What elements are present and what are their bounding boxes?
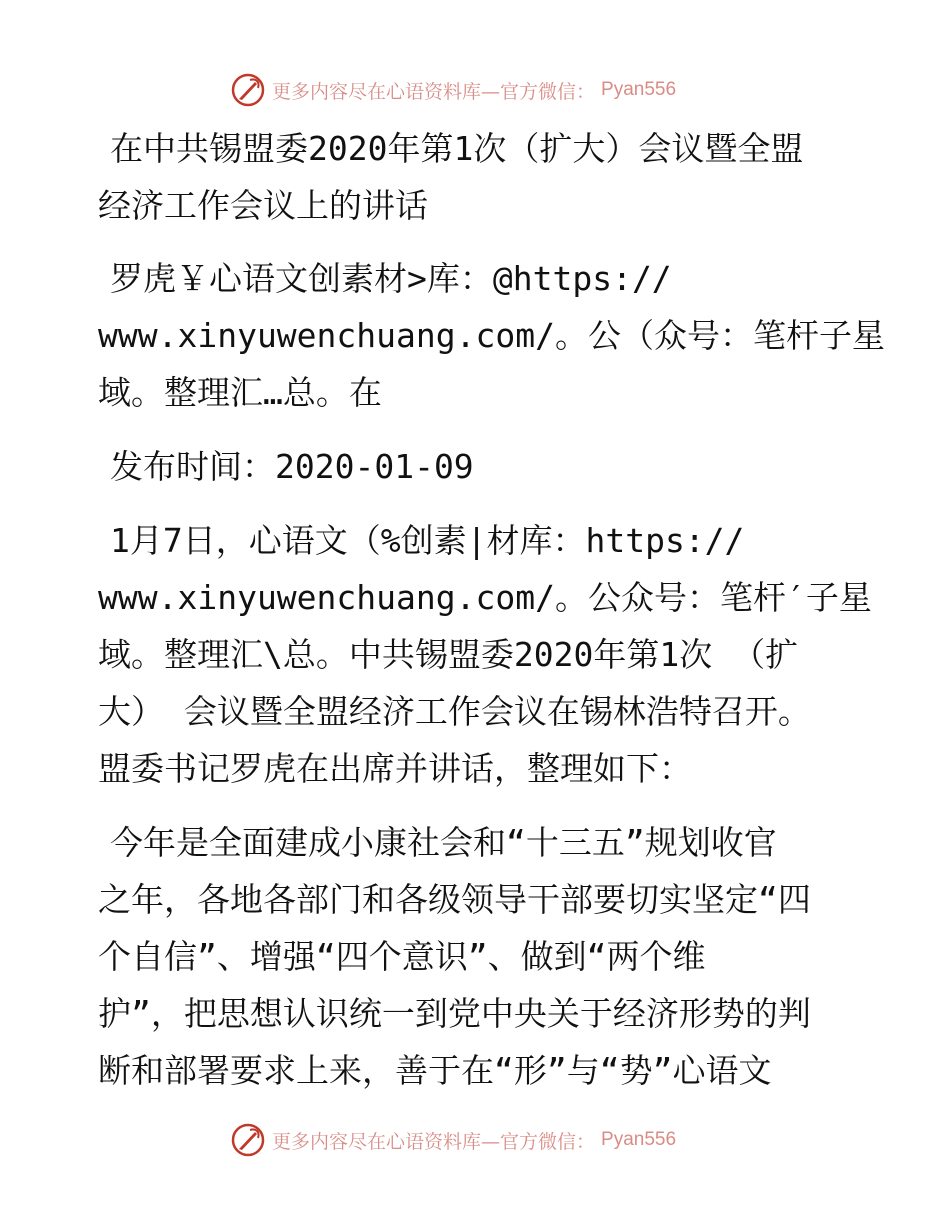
body-paragraph	[98, 814, 858, 1099]
body-line-4: 护”，把思想认识统一到党中央关于经济形势的判	[98, 994, 811, 1033]
source-line-2: www.xinyuwenchuang.com/。公（众号：笔杆子星	[98, 316, 885, 355]
intro-line-2: www.xinyuwenchuang.com/。公众号：笔杆′子星	[98, 578, 872, 617]
source-line-3: 域。整理汇…总。在	[98, 373, 382, 412]
body-line-3: 个自信”、增强“四个意识”、做到“两个维	[98, 937, 706, 976]
source-line-1: 罗虎￥心语文创素材>库：@https://	[110, 259, 672, 298]
title-line-1: 在中共锡盟委2020年第1次（扩大）会议暨全盟	[110, 129, 804, 168]
source-paragraph	[98, 250, 885, 421]
watermark-wechat-id: Pyan556	[601, 1129, 677, 1150]
watermark-text: 更多内容尽在心语资料库—官方微信：	[272, 1130, 596, 1153]
document-title	[98, 120, 858, 234]
intro-line-4: 大） 会议暨全盟经济工作会议在锡林浩特召开。	[98, 692, 811, 731]
intro-line-1: 1月7日，心语文（%创素|材库：https://	[110, 521, 745, 560]
intro-paragraph	[98, 512, 872, 797]
watermark-text: 更多内容尽在心语资料库—官方微信：	[272, 80, 596, 103]
document-body	[98, 120, 885, 1099]
watermark-banner-top	[230, 70, 676, 110]
body-line-1: 今年是全面建成小康社会和“十三五”规划收官	[110, 823, 777, 862]
watermark-wechat-id: Pyan556	[601, 79, 677, 100]
intro-line-3: 域。整理汇\总。中共锡盟委2020年第1次 （扩	[98, 635, 799, 674]
watermark-banner-bottom	[230, 1120, 676, 1160]
title-line-2: 经济工作会议上的讲话	[98, 186, 428, 225]
quill-circle-logo-icon	[230, 72, 266, 108]
intro-line-5: 盟委书记罗虎在出席并讲话，整理如下：	[98, 749, 692, 788]
publish-date	[98, 438, 858, 495]
quill-circle-logo-icon	[230, 1122, 266, 1158]
body-line-2: 之年，各地各部门和各级领导干部要切实坚定“四	[98, 880, 811, 919]
publish-date-text: 发布时间：2020-01-09	[110, 447, 474, 486]
body-line-5: 断和部署要求上来，善于在“形”与“势”心语文	[98, 1051, 772, 1090]
